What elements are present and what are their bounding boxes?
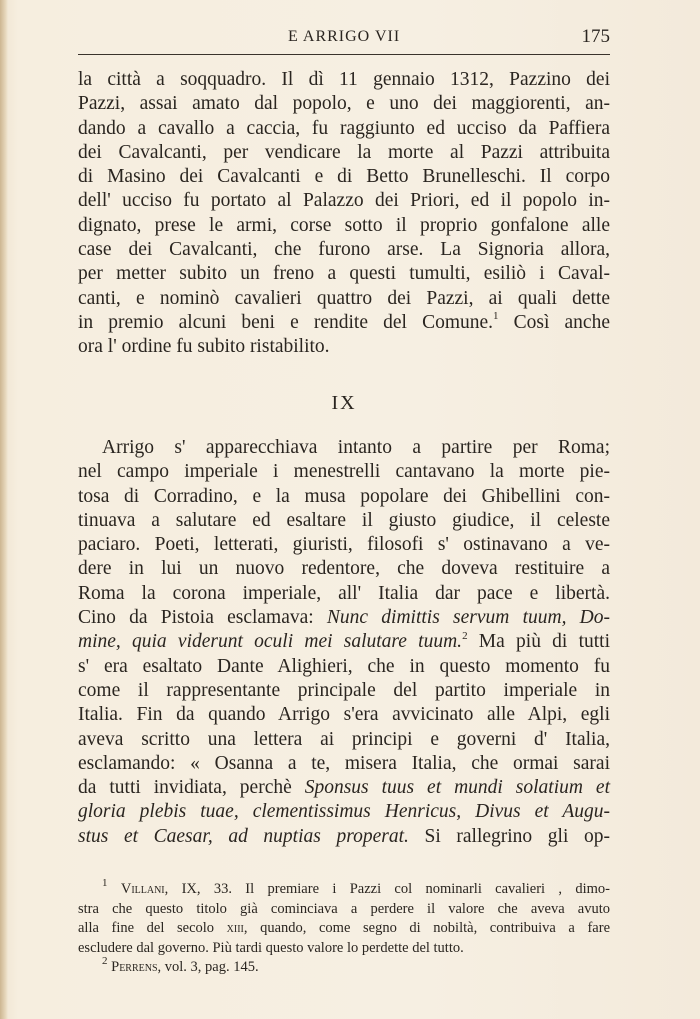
text-segment: , vol. 3, pag. 145. — [157, 959, 259, 975]
text-line — [78, 776, 610, 800]
latin-quote: stus et Caesar, ad nuptias properat. — [78, 825, 409, 847]
footnote-line — [78, 919, 610, 939]
header-rule — [78, 54, 610, 55]
text-line: dando a cavallo a caccia, fu raggiunto ed ucciso da Paffiera — [78, 117, 610, 139]
text-segment: Ma più di tutti — [467, 631, 610, 653]
footnote-mark: 2 — [102, 955, 108, 968]
footnote-author: Villani — [120, 881, 165, 897]
text-segment: Cino da Pistoia esclamava: — [78, 607, 327, 629]
century-numeral: xiii — [226, 920, 244, 936]
text-line: dignato, prese le armi, corse sotto il proprio gonfalone alle — [78, 214, 610, 236]
page-number: 175 — [581, 26, 610, 47]
text-line — [78, 606, 610, 630]
text-line: tosa di Corradino, e la musa popolare dei Ghibellini con- — [78, 485, 610, 507]
footnote-mark: 1 — [102, 877, 108, 890]
text-segment: da tutti invidiata, perchè — [78, 777, 305, 799]
text-line: tinuava a salutare ed esaltare il giusto giudice, il celeste — [78, 509, 610, 531]
paragraph-1 — [78, 68, 610, 360]
running-head: E ARRIGO VII — [288, 28, 401, 45]
footnote-ref-1[interactable]: 1 — [493, 310, 499, 323]
text-line: di Masino dei Cavalcanti e di Betto Brunelleschi. Il corpo — [78, 166, 610, 188]
text-line: dei Cavalcanti, per vendicare la morte al Pazzi attribuita — [78, 141, 610, 163]
text-line — [78, 825, 610, 849]
text-segment: Si rallegrino gli op- — [408, 825, 610, 847]
footnote-1 — [78, 877, 611, 900]
text-segment: alla fine del secolo — [78, 920, 227, 936]
latin-quote: gloria plebis tuae, clementissimus Henricus, Divus et Augu- — [78, 801, 610, 823]
text-line: canti, e nominò cavalieri quattro dei Pazzi, ai quali dette — [78, 287, 610, 309]
text-segment: , IX, 33. Il premiare i Pazzi col nominarli cavalieri , dimo- — [164, 881, 611, 897]
paragraph-2 — [78, 436, 610, 849]
text-line — [78, 800, 610, 824]
text-line: Arrigo s' apparecchiava intanto a partire per Roma; — [102, 437, 610, 458]
latin-quote: Sponsus tuus et mundi solatium et — [304, 777, 610, 799]
text-line: dere in lui un nuovo redentore, che doveva restituire a — [78, 558, 610, 580]
footnote-author: Perrens — [111, 959, 158, 975]
text-line: dell' ucciso fu portato al Palazzo dei Priori, ed il popolo in- — [78, 190, 610, 212]
text-segment: Così anche — [498, 311, 610, 333]
footnote-line: stra che questo titolo già cominciava a perdere il valore che aveva avuto — [78, 900, 610, 917]
text-line: nel campo imperiale i menestrelli cantavano la morte pie- — [78, 461, 610, 483]
text-line: esclamando: « Osanna a te, misera Italia, che ormai sarai — [78, 752, 610, 774]
latin-quote: Nunc dimittis servum tuum, Do- — [326, 607, 610, 629]
text-segment: in premio alcuni beni e rendite del Comune. — [78, 311, 494, 333]
text-line: Pazzi, assai amato dal popolo, e uno dei maggiorenti, an- — [78, 93, 610, 115]
section-heading: IX — [331, 392, 357, 414]
page-header — [78, 26, 610, 56]
latin-quote: mine, quia viderunt oculi mei salutare tuum. — [78, 631, 463, 653]
text-line: case dei Cavalcanti, che furono arse. La Signoria allora, — [78, 239, 610, 261]
text-line: Roma la corona imperiale, all' Italia dar pace e libertà. — [78, 582, 610, 604]
text-line: come il rappresentante principale del partito imperiale in — [78, 679, 610, 701]
text-line — [78, 311, 610, 335]
footnote-2 — [78, 955, 610, 978]
text-line: per metter subito un freno a questi tumulti, esiliò i Caval- — [78, 263, 610, 285]
footnote-ref-2[interactable]: 2 — [462, 629, 468, 642]
text-line: paciaro. Poeti, letterati, giuristi, filosofi s' ostinavano a ve- — [78, 534, 610, 556]
text-line: s' era esaltato Dante Alighieri, che in questo momento fu — [78, 655, 610, 677]
footnotes — [78, 877, 611, 978]
text-line: Italia. Fin da quando Arrigo s'era avvicinato alle Alpi, egli — [78, 704, 610, 726]
page-binding-edge — [0, 0, 8, 1019]
text-line: ora l' ordine fu subito ristabilito. — [78, 336, 330, 358]
text-line: aveva scritto una lettera ai principi e governi d' Italia, — [78, 728, 610, 750]
text-line — [78, 630, 610, 654]
text-segment: , quando, come segno di nobiltà, contribuiva a fare — [243, 920, 611, 936]
text-line: la città a soqquadro. Il dì 11 gennaio 1312, Pazzino dei — [78, 69, 610, 90]
footnote-line: escludere dal governo. Più tardi questo valore lo perdette del tutto. — [78, 939, 464, 956]
